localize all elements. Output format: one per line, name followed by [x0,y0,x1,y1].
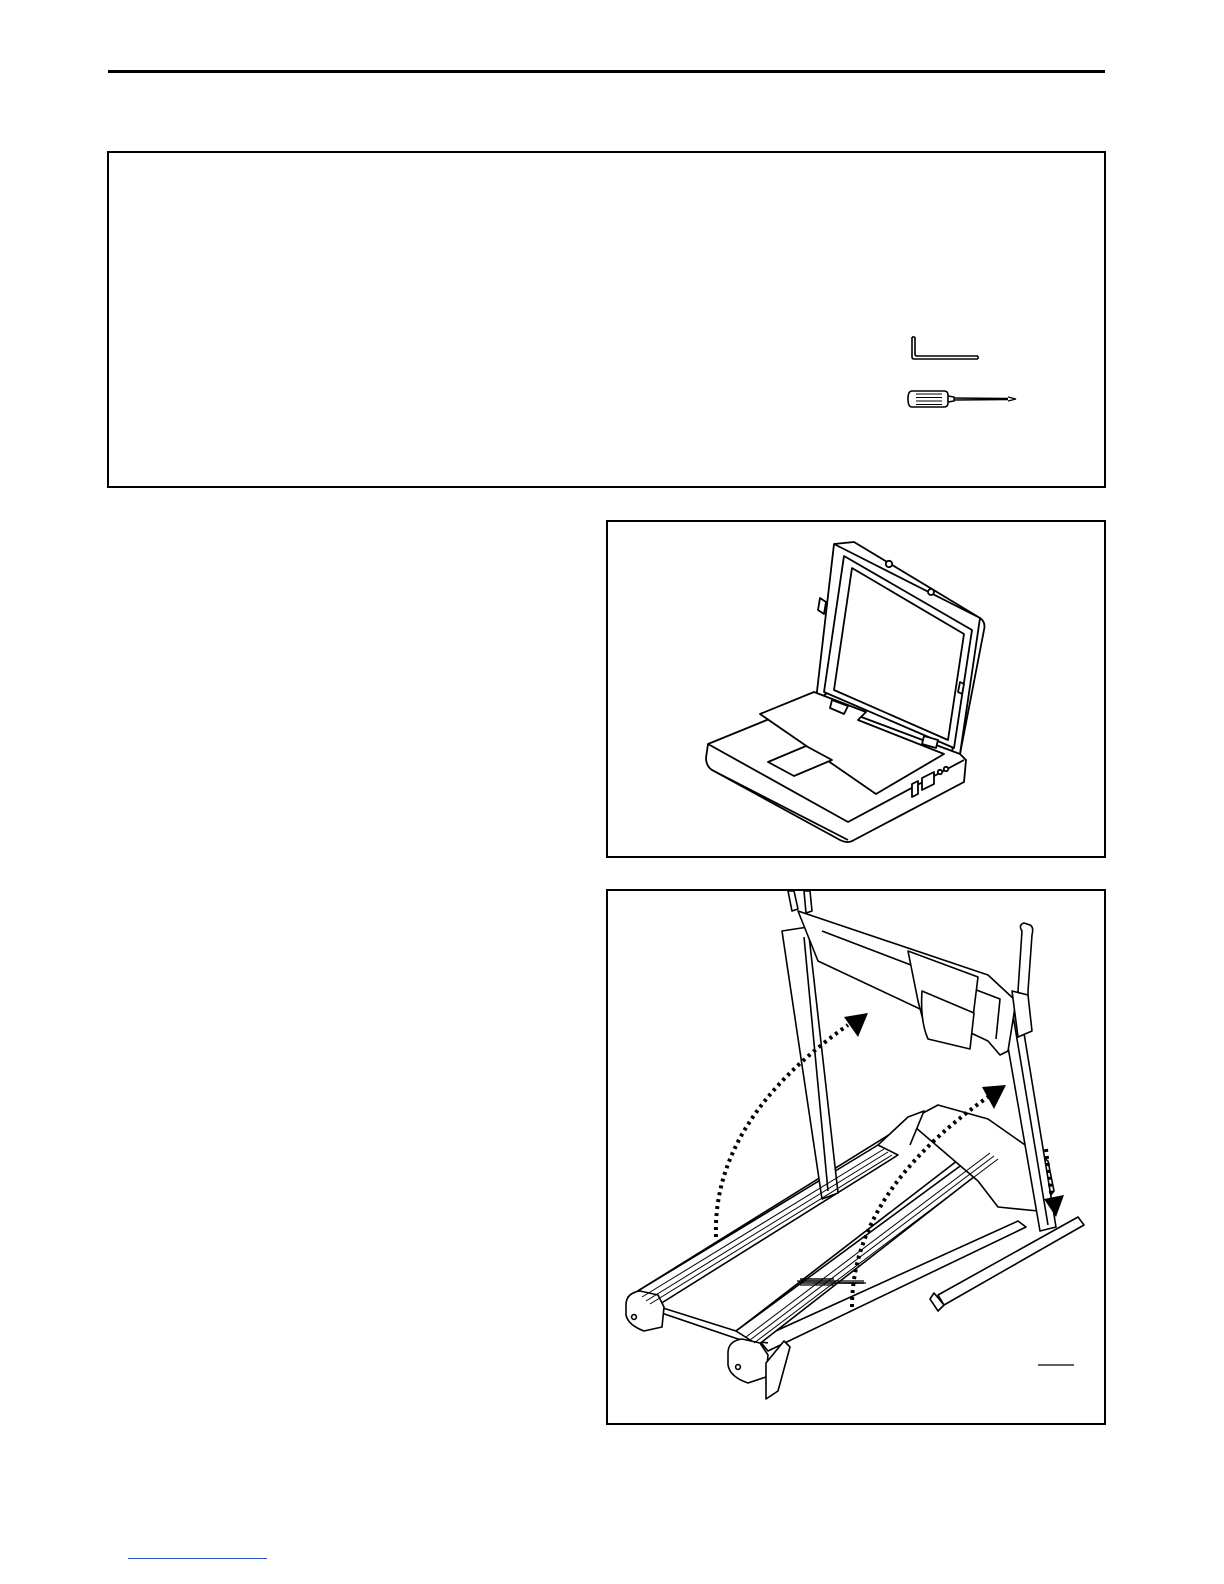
tools-box [107,151,1106,488]
hex-key-icon [904,333,984,363]
link-underline [128,1558,267,1559]
figure-laptop [606,520,1106,858]
figure-treadmill [606,889,1106,1425]
laptop-icon [608,522,1104,856]
screwdriver-icon [904,385,1024,415]
header-rule [108,70,1105,73]
treadmill-icon [608,891,1104,1423]
